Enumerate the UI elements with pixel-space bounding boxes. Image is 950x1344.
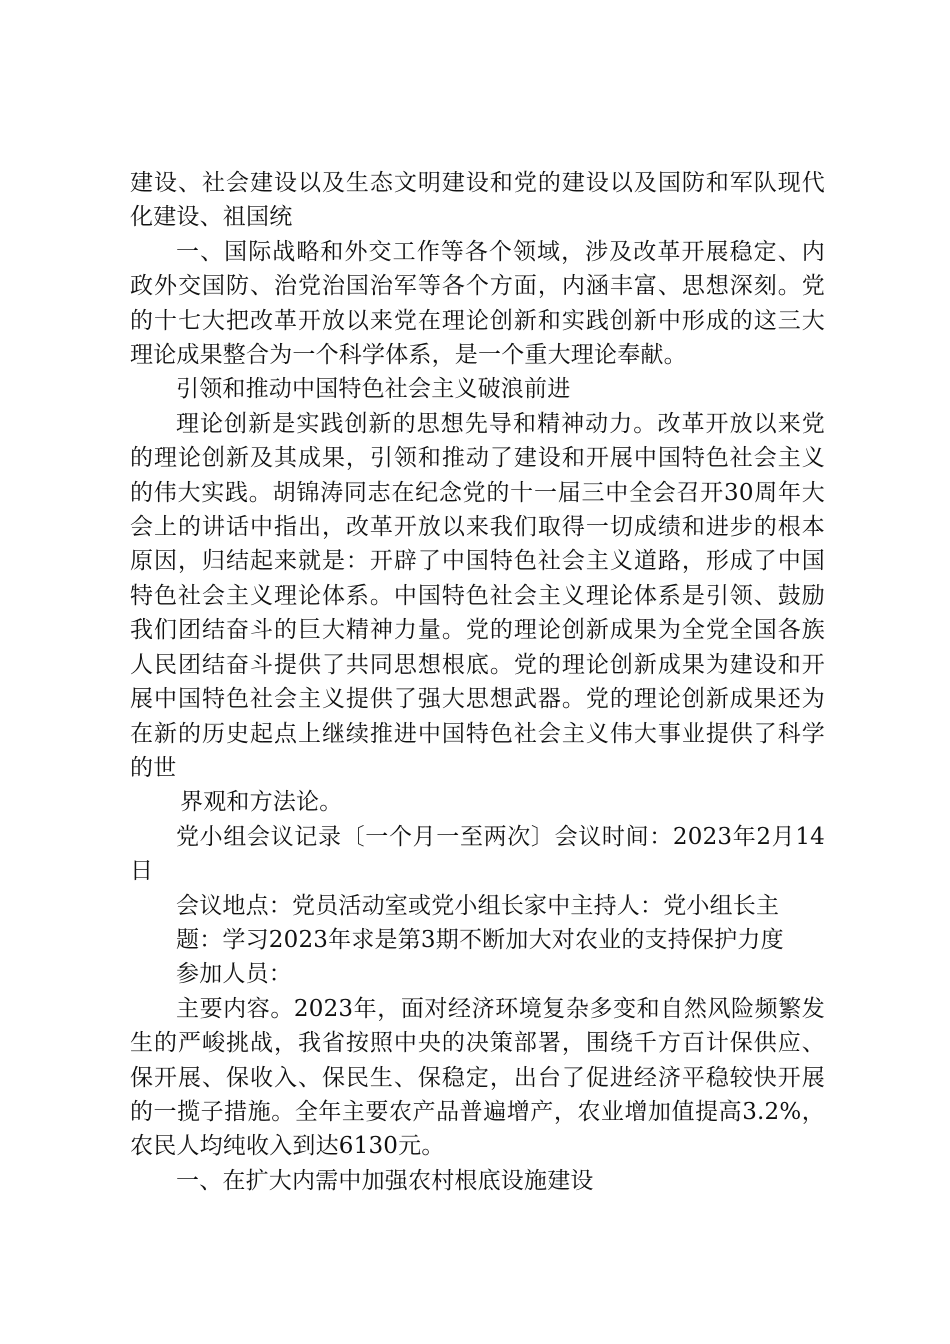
document-body [130,166,825,1198]
meeting-topic: 题：学习2023年求是第3期不断加大对农业的支持保护力度 [176,926,784,953]
meeting-attendees: 参加人员： [176,961,292,988]
paragraph: 理论创新是实践创新的思想先导和精神动力。改革开放以来党的理论创新及其成果，引领和推动了建设和开展中国特色社会主义的伟大实践。胡锦涛同志在纪念党的十一届三中全会召开30周年大会上的讲话中指出，改革开放以来我们取得一切成绩和进步的根本原因，归结起来就是：开辟了中国特色社会主义道路，形成了中国特色社会主义理论体系。中国特色社会主义理论体系是引领、鼓励我们团结奋斗的巨大精神力量。党的理论创新成果为全党全国各族人民团结奋斗提供了共同思想根底。党的理论创新成果为建设和开展中国特色社会主义提供了强大思想武器。党的理论创新成果还为在新的历史起点上继续推进中国特色社会主义伟大事业提供了科学的世 [130,410,825,781]
paragraph: 建设、社会建设以及生态文明建设和党的建设以及国防和军队现代化建设、祖国统 [130,170,825,231]
section-heading: 一、在扩大内需中加强农村根底设施建设 [176,1167,594,1194]
section-heading: 引领和推动中国特色社会主义破浪前进 [176,376,571,403]
meeting-content: 主要内容。2023年，面对经济环境复杂多变和自然风险频繁发生的严峻挑战，我省按照中央的决策部署，围绕千方百计保供应、保开展、保收入、保民生、保稳定，出台了促进经济平稳较快开展的一揽子措施。全年主要农产品普遍增产，农业增加值提高3.2%，农民人均纯收入到达6130元。 [130,995,825,1160]
meeting-time: 党小组会议记录〔一个月一至两次〕会议时间：2023年2月14日 [130,823,825,885]
paragraph: 一、国际战略和外交工作等各个领域，涉及改革开展稳定、内政外交国防、治党治国治军等各个方面，内涵丰富、思想深刻。党的十七大把改革开放以来党在理论创新和实践创新中形成的这三大理论成果整合为一个科学体系，是一个重大理论奉献。 [130,238,825,369]
meeting-location: 会议地点：党员活动室或党小组长家中主持人：党小组长主 [176,892,780,919]
paragraph: 界观和方法论。 [180,789,343,816]
